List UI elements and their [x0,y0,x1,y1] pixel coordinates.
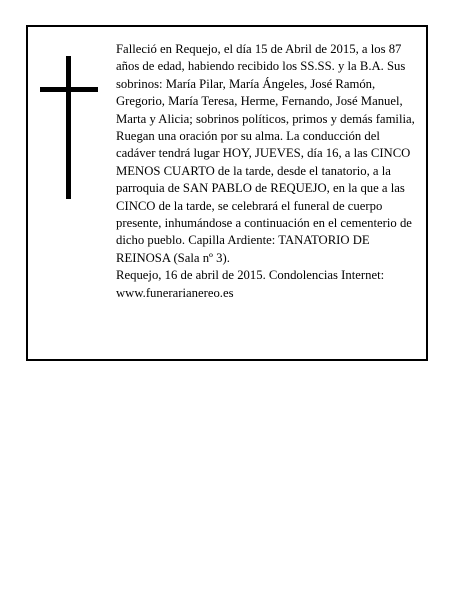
death-announcement-paragraph: Falleció en Requejo, el día 15 de Abril de 2015, a los 87 años de edad, habiendo recibido los SS.SS. y la B.A. Sus sobrinos: María Pilar, María Ángeles, José Ramón, Gregorio, María Teresa, Herme, Fernando, José Manuel, Marta y Alicia; sobrinos políticos, primos y demás familia, [116,42,415,126]
cross-icon [40,56,98,199]
obituary-notice [26,25,428,361]
cross-vertical-bar [66,56,71,199]
cross-horizontal-bar [40,87,98,92]
date-and-condolences-paragraph: Requejo, 16 de abril de 2015. Condolencias Internet: www.funerarianereo.es [116,268,385,300]
funeral-details-paragraph: Ruegan una oración por su alma. La conducción del cadáver tendrá lugar HOY, JUEVES, día 16, a las CINCO MENOS CUARTO de la tarde, desde el tanatorio, a la parroquia de SAN PABLO de REQUEJO, en la que a las CINCO de la tarde, se celebrará el funeral de cuerpo presente, inhumándose a continuación en el cementerio de dicho pueblo. Capilla Ardiente: TANATORIO DE REINOSA (Sala nº 3). [116,129,412,265]
obituary-text [116,41,422,302]
